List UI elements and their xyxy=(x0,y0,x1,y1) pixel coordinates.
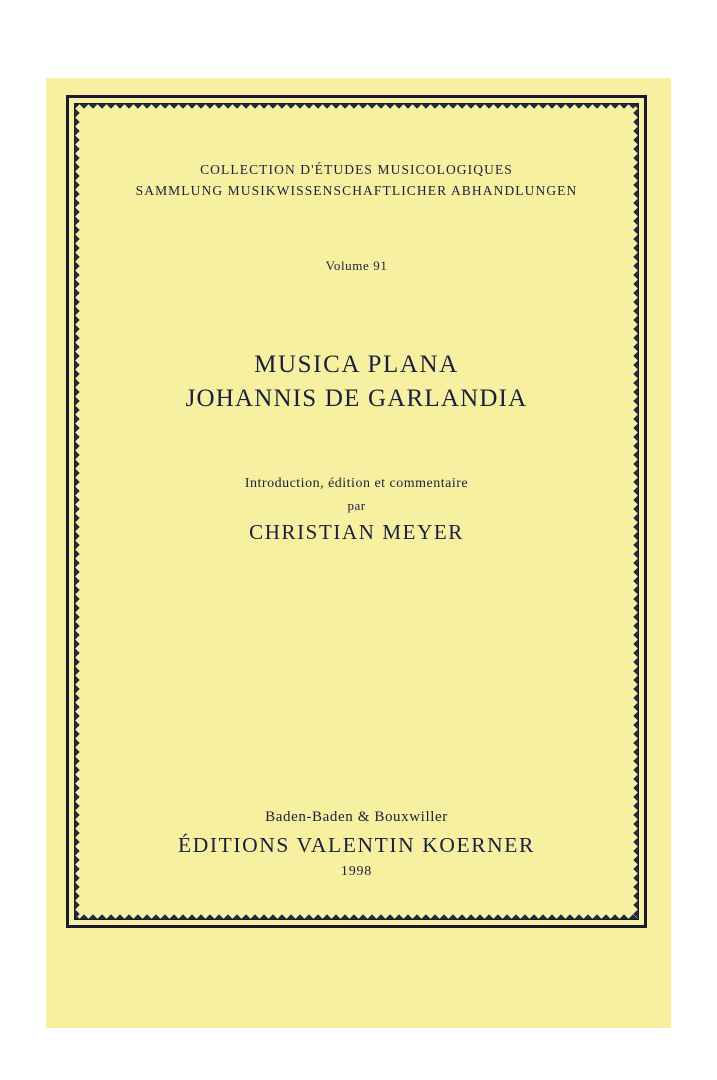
series-title-german: SAMMLUNG MUSIKWISSENSCHAFTLICHER ABHANDLUNGEN xyxy=(135,182,578,198)
ornament-band-left xyxy=(75,104,84,919)
ornament-band-right xyxy=(629,104,638,919)
credit-block xyxy=(98,471,615,545)
series-block xyxy=(98,160,615,202)
credit-author: CHRISTIAN MEYER xyxy=(249,519,464,544)
cover-content xyxy=(98,138,615,898)
imprint-cities: Baden-Baden & Bouxwiller xyxy=(265,809,448,825)
ornament-band-bottom xyxy=(75,910,638,919)
book-cover xyxy=(46,78,671,1028)
series-title-french: COLLECTION D'ÉTUDES MUSICOLOGIQUES xyxy=(200,162,513,177)
credit-role: Introduction, édition et commentaire xyxy=(244,476,469,492)
book-title: MUSICA PLANA xyxy=(254,350,459,378)
imprint-block xyxy=(98,809,615,880)
ornament-band-top xyxy=(75,104,638,113)
credit-by: par xyxy=(347,497,366,513)
imprint-publisher: ÉDITIONS VALENTIN KOERNER xyxy=(178,833,535,857)
book-subtitle: JOHANNIS DE GARLANDIA xyxy=(185,384,528,412)
title-block xyxy=(98,348,615,416)
volume-number: Volume 91 xyxy=(325,257,388,273)
imprint-year: 1998 xyxy=(340,864,373,879)
